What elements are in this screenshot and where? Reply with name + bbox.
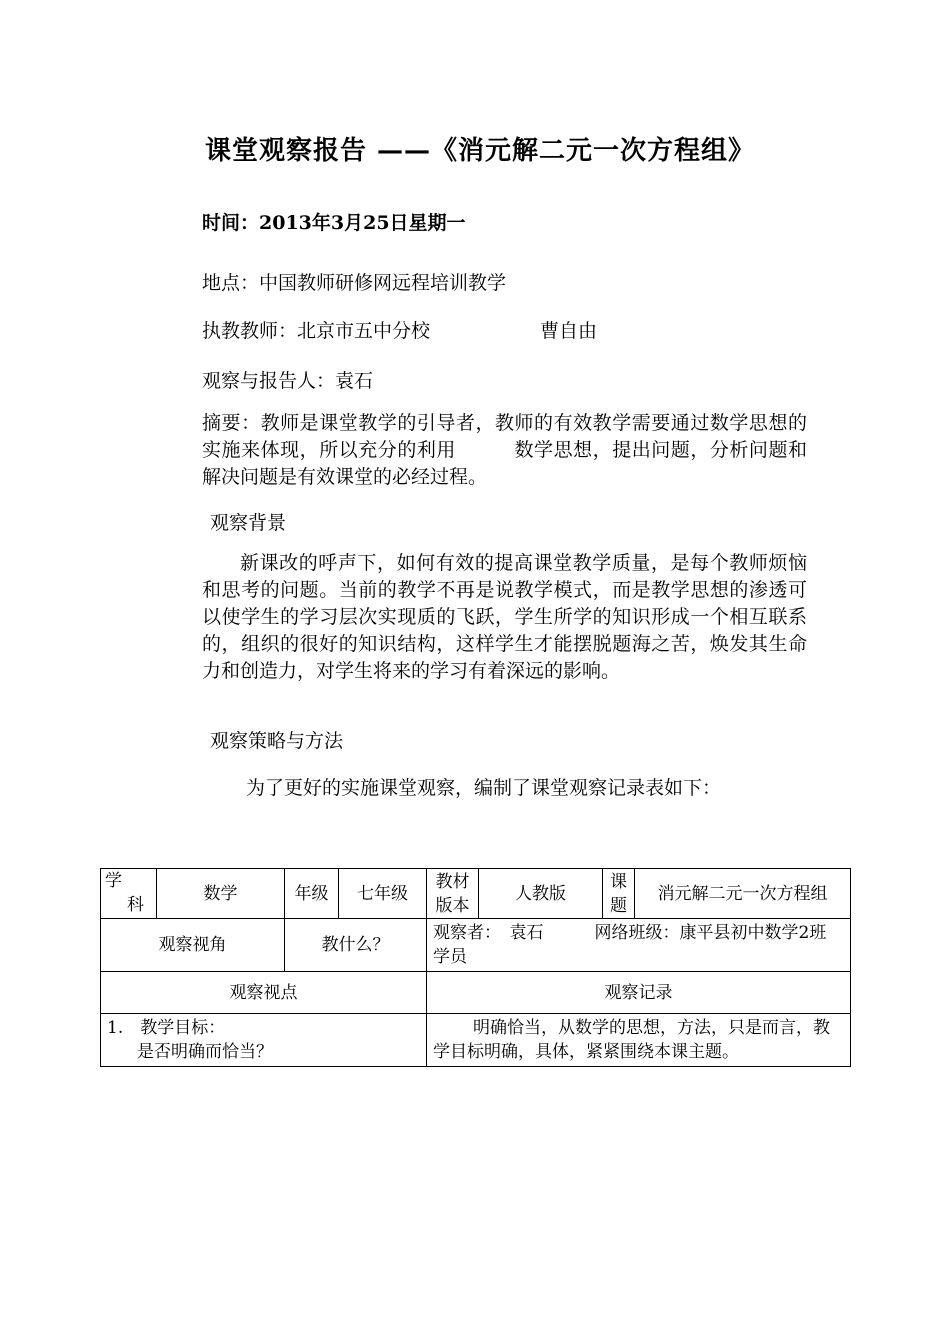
textbook-label-1: 教材: [435, 871, 470, 892]
textbook-label-2: 版本: [435, 895, 470, 916]
teacher-school: 执教教师：北京市五中分校: [202, 320, 431, 342]
textbook-value: 人教版: [479, 869, 603, 919]
observation-table: [100, 868, 851, 1067]
row1-record: 明确恰当，从数学的思想，方法，只是而言，教学目标明确，具体，紧紧围绕本课主题。: [427, 1014, 851, 1067]
topic-label-1: 课: [610, 871, 627, 892]
document-title: 课堂观察报告 ——《消元解二元一次方程组》: [205, 136, 756, 166]
textbook-label-cell: [427, 869, 479, 919]
place-line: 地点：中国教师研修网远程培训教学: [202, 272, 507, 294]
teacher-name: 曹自由: [540, 320, 598, 342]
row1-point-line1: 1. 教学目标：: [107, 1018, 226, 1038]
col-header-record: 观察记录: [427, 972, 851, 1014]
observer-line: 观察与报告人：袁石: [202, 370, 374, 392]
perspective-value: 教什么？: [285, 919, 427, 972]
subject-value: 数学: [157, 869, 285, 919]
abstract-paragraph: 摘要：教师是课堂教学的引导者，教师的有效教学需要通过数学思想的实施来体现，所以充分的利用 数学思想，提出问题，分析问题和解决问题是有效课堂的必经过程。: [202, 412, 807, 488]
subject-label-1: 学: [105, 871, 122, 891]
col-header-point: 观察视点: [101, 972, 427, 1014]
background-paragraph: 新课改的呼声下，如何有效的提高课堂教学质量，是每个教师烦恼和思考的问题。当前的教学不再是说教学模式，而是教学思想的渗透可以使学生的学习层次实现质的飞跃，学生所学的知识形成一个相互联系的，组织的很好的知识结构，这样学生才能摆脱题海之苦，焕发其生命力和创造力，对学生将来的学习有着深远的影响。: [202, 552, 807, 682]
perspective-label: 观察视角: [101, 919, 285, 972]
strategy-paragraph: 为了更好的实施课堂观察，编制了课堂观察记录表如下：: [246, 777, 722, 799]
table-row-header: [101, 972, 851, 1014]
topic-label-2: 题: [610, 895, 627, 916]
section-heading-strategy: 观察策略与方法: [210, 730, 344, 752]
table-row-1: [101, 1014, 851, 1067]
topic-value: 消元解二元一次方程组: [635, 869, 851, 919]
grade-value: 七年级: [339, 869, 427, 919]
table-row-info: [101, 869, 851, 919]
observer-info: 观察者： 袁石 网络班级：康平县初中数学2班 学员: [427, 919, 851, 972]
topic-label-cell: [603, 869, 635, 919]
row1-point: [101, 1014, 427, 1067]
time-line: 时间：2013年3月25日星期一: [202, 212, 466, 234]
section-heading-background: 观察背景: [210, 512, 287, 534]
grade-label: 年级: [285, 869, 339, 919]
table-row-perspective: [101, 919, 851, 972]
subject-label-2: 科: [127, 895, 144, 915]
subject-label-cell: [101, 869, 157, 919]
teacher-line: [202, 316, 597, 343]
row1-point-line2: 是否明确而恰当？: [137, 1042, 273, 1062]
